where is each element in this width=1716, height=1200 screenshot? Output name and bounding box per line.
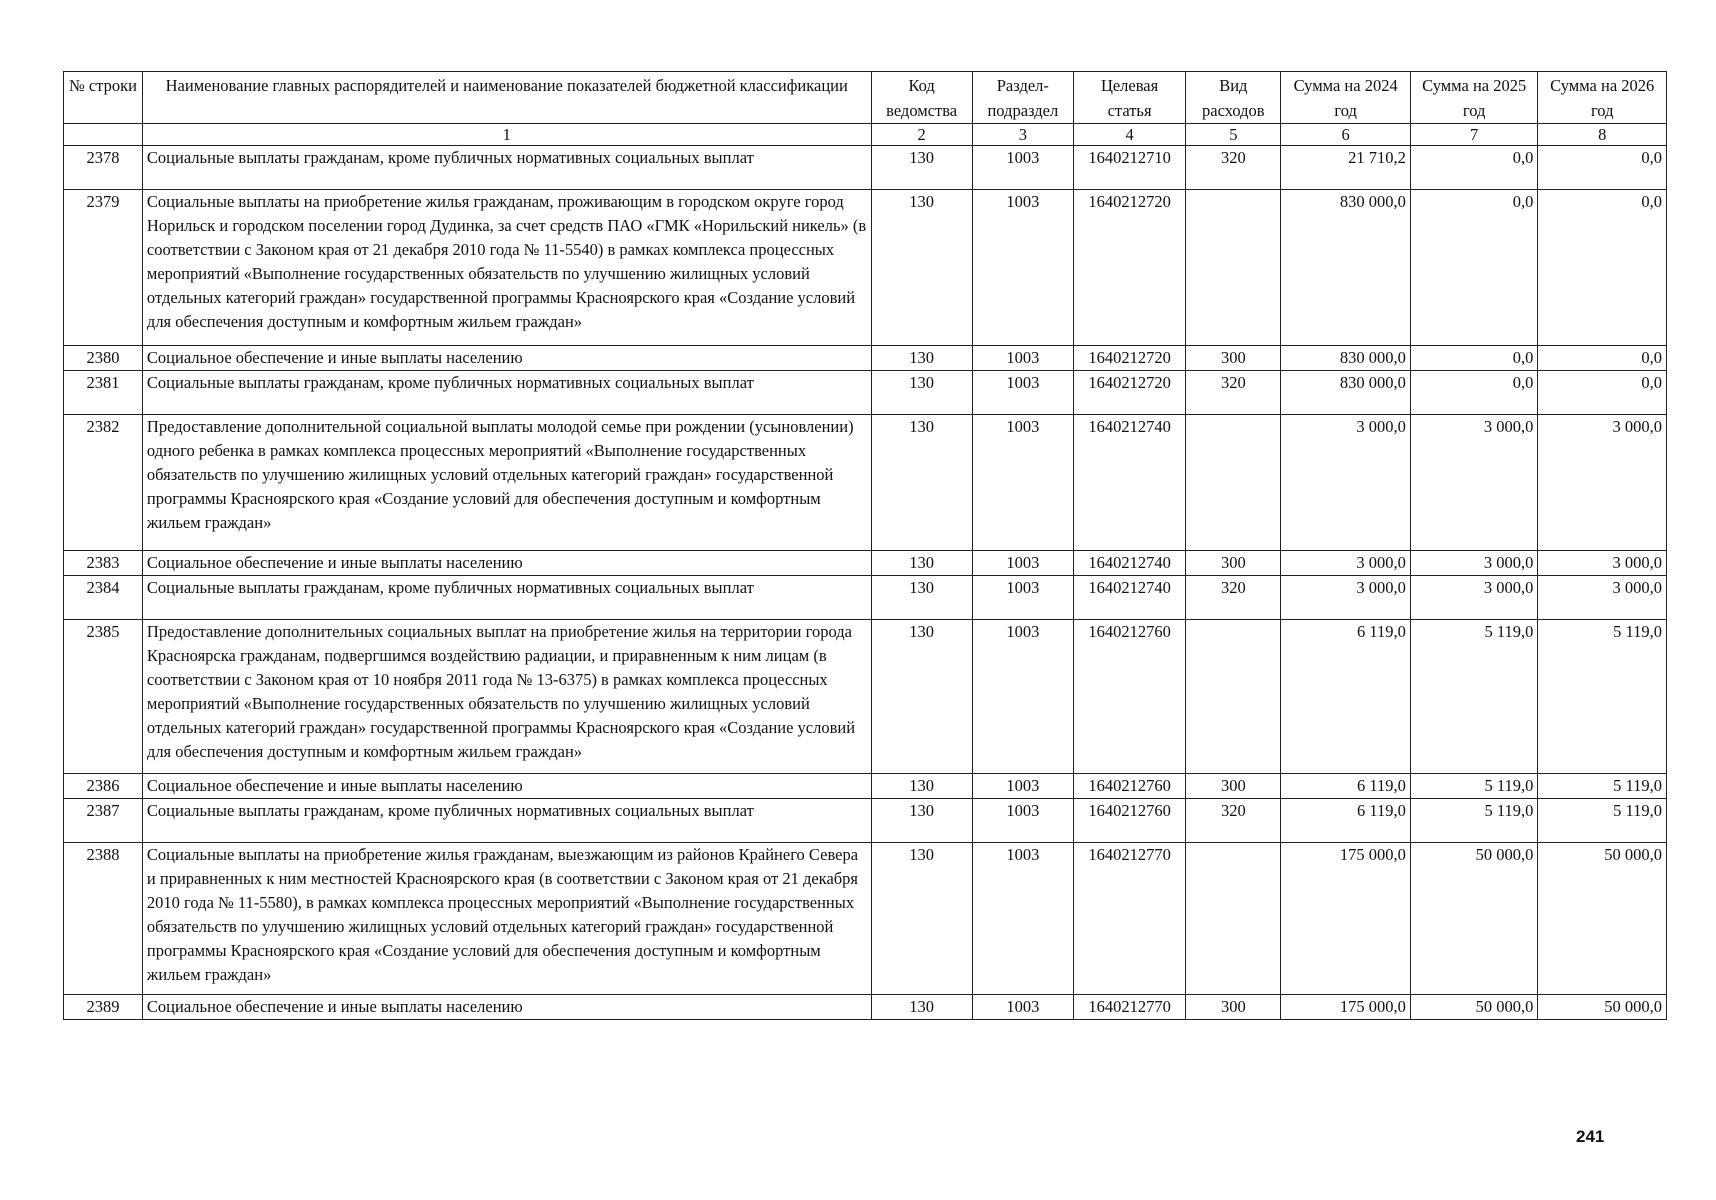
column-number: 8 (1538, 124, 1667, 146)
row-sum-2026: 5 119,0 (1538, 774, 1667, 799)
row-name: Предоставление дополнительных социальных выплат на приобретение жилья на территории города Красноярска гражданам, подвергшимся воздействию радиации, и приравненным к ним лицам (в соответствии с Законом края от 10 ноября 2011 года № 13-6375) в рамках комплекса процессных мероприятий «Выполнение государственных обязательств по улучшению жилищных условий отдельных категорий граждан» государственной программы Красноярского края «Создание условий для обеспечения доступным и комфортным жильем граждан» (142, 620, 871, 774)
row-sum-2025: 3 000,0 (1410, 576, 1538, 620)
row-number: 2387 (64, 799, 143, 843)
row-target-article: 1640212740 (1073, 415, 1185, 551)
row-name: Социальное обеспечение и иные выплаты населению (142, 774, 871, 799)
row-ved-code: 130 (871, 371, 972, 415)
row-expense-type: 300 (1186, 995, 1281, 1020)
row-section-code: 1003 (972, 620, 1073, 774)
row-sum-2025: 5 119,0 (1410, 799, 1538, 843)
row-ved-code: 130 (871, 190, 972, 346)
row-number: 2380 (64, 346, 143, 371)
row-name: Социальное обеспечение и иные выплаты населению (142, 551, 871, 576)
row-sum-2026: 50 000,0 (1538, 995, 1667, 1020)
row-ved-code: 130 (871, 799, 972, 843)
row-target-article: 1640212710 (1073, 146, 1185, 190)
row-sum-2024: 3 000,0 (1281, 576, 1411, 620)
row-target-article: 1640212720 (1073, 371, 1185, 415)
column-number: 6 (1281, 124, 1411, 146)
column-number: 5 (1186, 124, 1281, 146)
header-sum-2026: Сумма на 2026 год (1538, 72, 1667, 124)
row-sum-2024: 175 000,0 (1281, 995, 1411, 1020)
row-name: Предоставление дополнительной социальной выплаты молодой семье при рождении (усыновлении) одного ребенка в рамках комплекса процессных мероприятий «Выполнение государственных обязательств по улучшению жилищных условий отдельных категорий граждан» государственной программы Красноярского края «Создание условий для обеспечения доступным и комфортным жильем граждан» (142, 415, 871, 551)
row-sum-2025: 3 000,0 (1410, 415, 1538, 551)
row-ved-code: 130 (871, 576, 972, 620)
row-sum-2024: 830 000,0 (1281, 346, 1411, 371)
header-sum-2024: Сумма на 2024 год (1281, 72, 1411, 124)
row-expense-type: 320 (1186, 799, 1281, 843)
row-sum-2026: 5 119,0 (1538, 799, 1667, 843)
row-sum-2025: 5 119,0 (1410, 774, 1538, 799)
row-name: Социальное обеспечение и иные выплаты населению (142, 995, 871, 1020)
header-ved: Код ведомства (871, 72, 972, 124)
row-name: Социальные выплаты гражданам, кроме публичных нормативных социальных выплат (142, 576, 871, 620)
row-sum-2026: 50 000,0 (1538, 843, 1667, 995)
column-number-row (64, 124, 1667, 146)
row-sum-2024: 6 119,0 (1281, 620, 1411, 774)
row-name: Социальные выплаты на приобретение жилья гражданам, проживающим в городском округе город Норильск и городском поселении город Дудинка, за счет средств ПАО «ГМК «Норильский никель» (в соответствии с Законом края от 21 декабря 2010 года № 11-5540) в рамках комплекса процессных мероприятий «Выполнение государственных обязательств по улучшению жилищных условий отдельных категорий граждан» государственной программы Красноярского края «Создание условий для обеспечения доступным и комфортным жильем граждан» (142, 190, 871, 346)
row-number: 2386 (64, 774, 143, 799)
row-name: Социальное обеспечение и иные выплаты населению (142, 346, 871, 371)
table-row (64, 190, 1667, 346)
table-row (64, 774, 1667, 799)
page-number: 241 (1576, 1127, 1605, 1146)
budget-table (63, 71, 1667, 1020)
row-sum-2024: 6 119,0 (1281, 799, 1411, 843)
table-row (64, 576, 1667, 620)
row-expense-type: 300 (1186, 346, 1281, 371)
row-section-code: 1003 (972, 190, 1073, 346)
header-cs: Целевая статья (1073, 72, 1185, 124)
row-expense-type: 320 (1186, 371, 1281, 415)
row-section-code: 1003 (972, 371, 1073, 415)
row-ved-code: 130 (871, 346, 972, 371)
row-section-code: 1003 (972, 774, 1073, 799)
column-number: 2 (871, 124, 972, 146)
row-sum-2024: 21 710,2 (1281, 146, 1411, 190)
row-section-code: 1003 (972, 346, 1073, 371)
row-name: Социальные выплаты на приобретение жилья гражданам, выезжающим из районов Крайнего Севера и приравненных к ним местностей Красноярского края (в соответствии с Законом края от 21 декабря 2010 года № 11-5580), в рамках комплекса процессных мероприятий «Выполнение государственных обязательств по улучшению жилищных условий отдельных категорий граждан» государственной программы Красноярского края «Создание условий для обеспечения доступным и комфортным жильем граждан» (142, 843, 871, 995)
row-number: 2384 (64, 576, 143, 620)
row-target-article: 1640212720 (1073, 346, 1185, 371)
table-row (64, 371, 1667, 415)
row-expense-type: 300 (1186, 774, 1281, 799)
row-target-article: 1640212770 (1073, 995, 1185, 1020)
row-sum-2025: 0,0 (1410, 371, 1538, 415)
table-row (64, 146, 1667, 190)
row-section-code: 1003 (972, 551, 1073, 576)
row-target-article: 1640212770 (1073, 843, 1185, 995)
row-target-article: 1640212740 (1073, 576, 1185, 620)
row-number: 2388 (64, 843, 143, 995)
row-ved-code: 130 (871, 551, 972, 576)
table-body (64, 146, 1667, 1020)
row-ved-code: 130 (871, 415, 972, 551)
row-expense-type: 320 (1186, 576, 1281, 620)
table-row (64, 843, 1667, 995)
row-sum-2025: 50 000,0 (1410, 995, 1538, 1020)
row-sum-2026: 3 000,0 (1538, 415, 1667, 551)
row-sum-2026: 0,0 (1538, 190, 1667, 346)
row-sum-2024: 3 000,0 (1281, 415, 1411, 551)
column-number: 7 (1410, 124, 1538, 146)
row-sum-2024: 830 000,0 (1281, 190, 1411, 346)
column-number: 4 (1073, 124, 1185, 146)
row-number: 2383 (64, 551, 143, 576)
header-razd: Раздел-подраздел (972, 72, 1073, 124)
row-ved-code: 130 (871, 620, 972, 774)
row-target-article: 1640212720 (1073, 190, 1185, 346)
row-sum-2025: 5 119,0 (1410, 620, 1538, 774)
row-sum-2025: 0,0 (1410, 190, 1538, 346)
row-ved-code: 130 (871, 774, 972, 799)
row-number: 2382 (64, 415, 143, 551)
row-number: 2379 (64, 190, 143, 346)
table-row (64, 995, 1667, 1020)
row-sum-2024: 6 119,0 (1281, 774, 1411, 799)
row-sum-2026: 0,0 (1538, 371, 1667, 415)
row-number: 2389 (64, 995, 143, 1020)
table-row (64, 620, 1667, 774)
row-ved-code: 130 (871, 146, 972, 190)
column-number: 1 (142, 124, 871, 146)
table-row (64, 415, 1667, 551)
row-ved-code: 130 (871, 843, 972, 995)
row-target-article: 1640212760 (1073, 774, 1185, 799)
row-expense-type (1186, 190, 1281, 346)
header-vr: Вид расходов (1186, 72, 1281, 124)
row-sum-2024: 3 000,0 (1281, 551, 1411, 576)
row-sum-2025: 0,0 (1410, 146, 1538, 190)
row-target-article: 1640212760 (1073, 620, 1185, 774)
header-row (64, 72, 1667, 124)
row-section-code: 1003 (972, 843, 1073, 995)
table-row (64, 551, 1667, 576)
row-sum-2026: 3 000,0 (1538, 576, 1667, 620)
row-target-article: 1640212760 (1073, 799, 1185, 843)
row-number: 2381 (64, 371, 143, 415)
row-sum-2025: 50 000,0 (1410, 843, 1538, 995)
row-sum-2026: 0,0 (1538, 146, 1667, 190)
row-section-code: 1003 (972, 799, 1073, 843)
row-sum-2024: 175 000,0 (1281, 843, 1411, 995)
header-name: Наименование главных распорядителей и наименование показателей бюджетной классификации (142, 72, 871, 124)
row-expense-type (1186, 415, 1281, 551)
row-sum-2024: 830 000,0 (1281, 371, 1411, 415)
row-ved-code: 130 (871, 995, 972, 1020)
row-section-code: 1003 (972, 146, 1073, 190)
row-section-code: 1003 (972, 995, 1073, 1020)
row-section-code: 1003 (972, 576, 1073, 620)
row-sum-2026: 5 119,0 (1538, 620, 1667, 774)
row-name: Социальные выплаты гражданам, кроме публичных нормативных социальных выплат (142, 799, 871, 843)
row-name: Социальные выплаты гражданам, кроме публичных нормативных социальных выплат (142, 371, 871, 415)
row-expense-type (1186, 620, 1281, 774)
row-expense-type (1186, 843, 1281, 995)
row-section-code: 1003 (972, 415, 1073, 551)
row-name: Социальные выплаты гражданам, кроме публичных нормативных социальных выплат (142, 146, 871, 190)
row-sum-2026: 0,0 (1538, 346, 1667, 371)
row-sum-2026: 3 000,0 (1538, 551, 1667, 576)
row-expense-type: 320 (1186, 146, 1281, 190)
row-target-article: 1640212740 (1073, 551, 1185, 576)
row-sum-2025: 3 000,0 (1410, 551, 1538, 576)
column-number: 3 (972, 124, 1073, 146)
header-no: № строки (64, 72, 143, 124)
row-expense-type: 300 (1186, 551, 1281, 576)
row-number: 2378 (64, 146, 143, 190)
column-number (64, 124, 143, 146)
row-number: 2385 (64, 620, 143, 774)
table-row (64, 346, 1667, 371)
header-sum-2025: Сумма на 2025 год (1410, 72, 1538, 124)
table-row (64, 799, 1667, 843)
row-sum-2025: 0,0 (1410, 346, 1538, 371)
